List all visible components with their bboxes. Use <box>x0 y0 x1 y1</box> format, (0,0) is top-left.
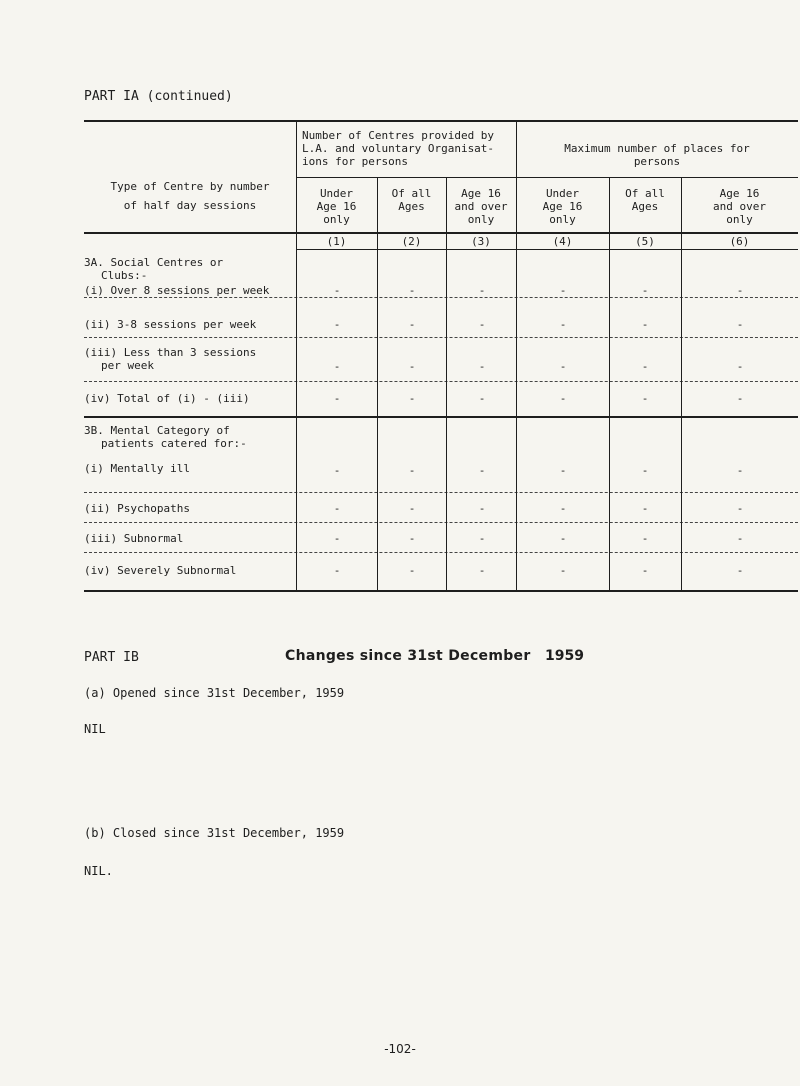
subheader-line: Age 16 <box>542 200 583 213</box>
row-divider <box>84 381 798 382</box>
table-cell: - <box>559 392 567 405</box>
table-cell: - <box>408 464 416 477</box>
table-cell: - <box>333 360 341 373</box>
table-cell: - <box>559 464 567 477</box>
section-title-line: 3A. Social Centres or <box>84 256 224 269</box>
subheader-line: Under <box>545 187 580 200</box>
row-label: (ii) Psychopaths <box>84 502 190 515</box>
table-cell: - <box>641 464 649 477</box>
table-cell: - <box>736 532 744 545</box>
table-cell: - <box>478 564 486 577</box>
group-header-line: Maximum number of places for <box>564 142 750 155</box>
row-label-line: per week <box>101 359 154 372</box>
section-rule <box>84 416 798 418</box>
table-cell: - <box>736 502 744 515</box>
column-number: (1) <box>326 235 347 248</box>
row-divider <box>84 522 798 523</box>
group-header-places <box>516 142 798 168</box>
table-cell: - <box>408 360 416 373</box>
table-cell: - <box>333 392 341 405</box>
table-cell: - <box>333 532 341 545</box>
table-cell: - <box>641 360 649 373</box>
table-cell: - <box>478 464 486 477</box>
subheader-line: Under <box>319 187 354 200</box>
group-header-line: ions for persons <box>302 155 408 168</box>
table-cell: - <box>408 532 416 545</box>
row-label: (iv) Total of (i) - (iii) <box>84 392 250 405</box>
table-cell: - <box>641 564 649 577</box>
subheader-line: only <box>467 213 495 226</box>
row-label-line: (iii) Less than 3 sessions <box>84 346 257 359</box>
group-header-line: persons <box>633 155 681 168</box>
row-divider <box>84 297 798 298</box>
row-label <box>84 346 296 372</box>
table-cell: - <box>641 392 649 405</box>
table-cell: - <box>333 502 341 515</box>
subheader-line: Of all <box>625 187 665 200</box>
column-number: (4) <box>552 235 573 248</box>
corner-header <box>84 180 296 212</box>
opened-label: (a) Opened since 31st December, 1959 <box>84 686 345 700</box>
section-title-line: 3B. Mental Category of <box>84 424 230 437</box>
table-cell: - <box>478 360 486 373</box>
column-number: (3) <box>471 235 491 248</box>
table-cell: - <box>333 318 341 331</box>
table-cell: - <box>559 564 567 577</box>
group-header-line: Number of Centres provided by <box>302 129 495 142</box>
subheader-rule <box>84 232 798 234</box>
subheader-line: only <box>323 213 350 226</box>
table-cell: - <box>736 392 744 405</box>
subheader-line: only <box>549 213 576 226</box>
corner-header-line: of half day sessions <box>123 199 257 212</box>
table-cell: - <box>736 464 744 477</box>
group-header-rule <box>296 177 798 178</box>
section-title-line: Clubs:- <box>101 269 148 282</box>
corner-header-line: Type of Centre by number <box>110 180 270 193</box>
group-header-line: L.A. and voluntary Organisat- <box>302 142 495 155</box>
row-label: (iii) Subnormal <box>84 532 184 545</box>
table-cell: - <box>478 502 486 515</box>
subheader-col5 <box>609 187 681 213</box>
row-divider <box>84 337 798 338</box>
table-cell: - <box>333 464 341 477</box>
subheader-line: and over <box>454 200 508 213</box>
section-title-3b <box>84 424 296 450</box>
subheader-col4 <box>516 187 609 226</box>
column-number: (6) <box>729 235 750 248</box>
table-cell: - <box>408 284 416 297</box>
page-heading: PART IA (continued) <box>84 89 233 104</box>
table-cell: - <box>641 284 649 297</box>
table-cell: - <box>478 392 486 405</box>
subheader-line: Ages <box>398 200 425 213</box>
table-cell: - <box>559 360 567 373</box>
row-divider <box>84 552 798 553</box>
subheader-line: Of all <box>391 187 432 200</box>
group-header-centres <box>302 129 512 168</box>
subheader-col2 <box>377 187 446 213</box>
subheader-line: Age 16 <box>461 187 501 200</box>
section-title-line: patients catered for:- <box>101 437 247 450</box>
part-ib-year: 1959 <box>545 648 584 664</box>
subheader-col1 <box>296 187 377 226</box>
table-cell: - <box>736 564 744 577</box>
subheader-line: Age 16 <box>719 187 760 200</box>
subheader-col3 <box>446 187 516 226</box>
table-cell: - <box>559 532 567 545</box>
part-ib-heading: Changes since 31st December <box>285 648 531 664</box>
table-cell: - <box>478 532 486 545</box>
table-cell: - <box>408 564 416 577</box>
table-cell: - <box>408 392 416 405</box>
table-cell: - <box>559 318 567 331</box>
table-cell: - <box>408 502 416 515</box>
row-label: (i) Mentally ill <box>84 462 190 475</box>
column-number: (2) <box>401 235 422 248</box>
column-number: (5) <box>635 235 655 248</box>
row-label: (iv) Severely Subnormal <box>84 564 237 577</box>
table-cell: - <box>736 360 744 373</box>
table-cell: - <box>478 318 486 331</box>
table-cell: - <box>333 284 341 297</box>
row-label: (ii) 3-8 sessions per week <box>84 318 257 331</box>
subheader-col6 <box>681 187 798 226</box>
table-cell: - <box>478 284 486 297</box>
table-cell: - <box>559 502 567 515</box>
table-bottom-rule <box>84 590 798 592</box>
closed-label: (b) Closed since 31st December, 1959 <box>84 826 345 840</box>
table-cell: - <box>736 318 744 331</box>
page-number: -102- <box>384 1042 416 1056</box>
subheader-line: only <box>726 213 753 226</box>
closed-value: NIL. <box>84 864 113 878</box>
part-ib-label: PART IB <box>84 650 139 665</box>
subheader-line: Ages <box>631 200 659 213</box>
row-divider <box>84 492 798 493</box>
table-cell: - <box>641 532 649 545</box>
row-label: (i) Over 8 sessions per week <box>84 284 270 297</box>
subheader-line: and over <box>713 200 766 213</box>
colnum-rule <box>296 249 798 250</box>
table-top-rule <box>84 120 798 122</box>
table-cell: - <box>559 284 567 297</box>
section-title-3a <box>84 256 296 282</box>
table-cell: - <box>408 318 416 331</box>
table-cell: - <box>641 318 649 331</box>
opened-value: NIL <box>84 722 106 736</box>
subheader-line: Age 16 <box>316 200 357 213</box>
table-cell: - <box>736 284 744 297</box>
table-cell: - <box>641 502 649 515</box>
table-cell: - <box>333 564 341 577</box>
